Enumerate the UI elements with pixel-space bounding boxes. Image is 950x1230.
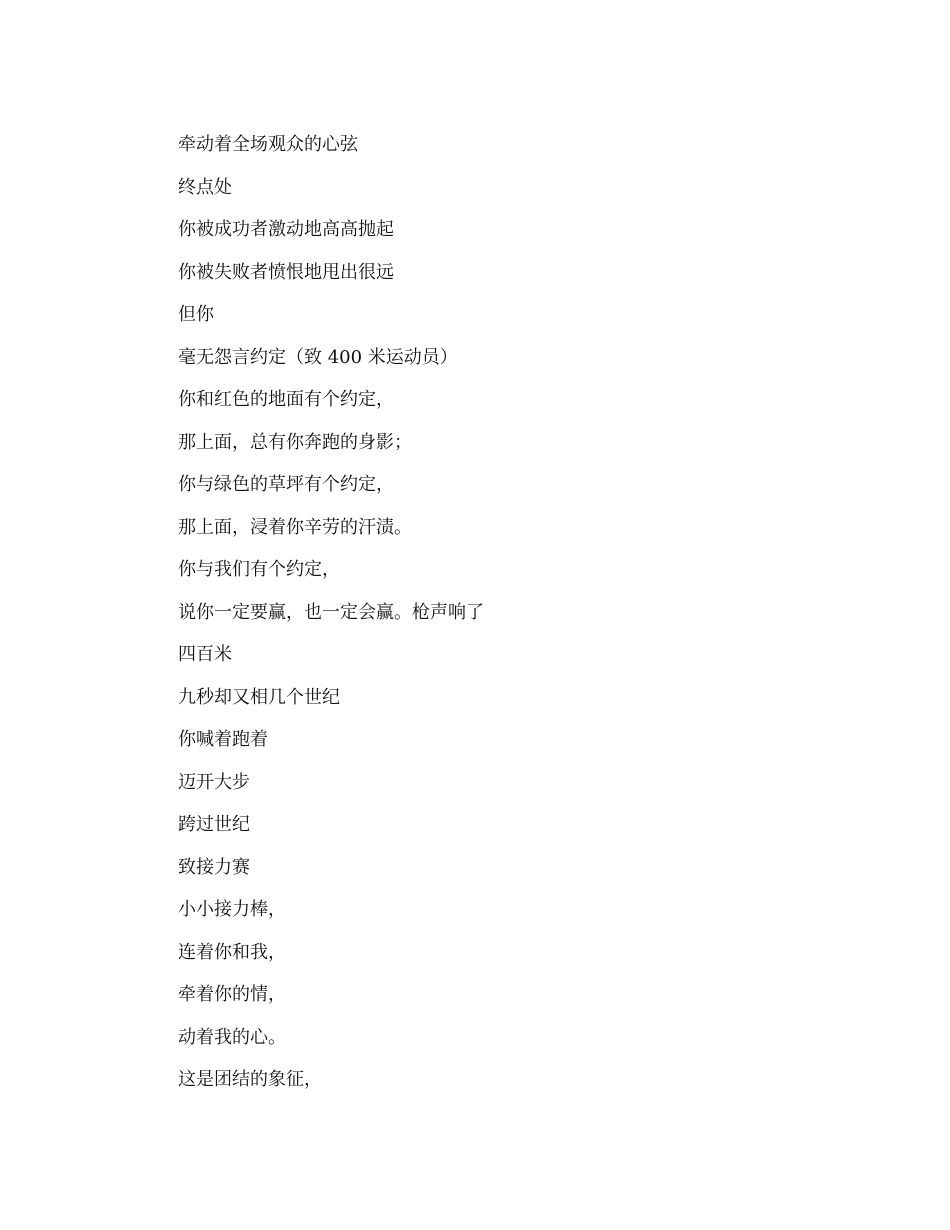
- text-line: 你与绿色的草坪有个约定，: [178, 474, 394, 495]
- text-line: 说你一定要赢，也一定会赢。枪声响了: [178, 601, 484, 623]
- text-line: 那上面，总有你奔跑的身影；: [178, 431, 412, 453]
- text-line: 你被成功者激动地高高抛起: [178, 219, 394, 240]
- text-line: 动着我的心。: [178, 1026, 286, 1048]
- text-line: 跨过世纪: [178, 814, 250, 835]
- text-line: 迈开大步: [178, 771, 250, 793]
- text-line: 你与我们有个约定，: [178, 559, 340, 580]
- text-line: 但你: [178, 304, 214, 325]
- text-line: 连着你和我，: [178, 941, 286, 963]
- text-line: 你喊着跑着: [178, 729, 268, 750]
- text-line: 终点处: [178, 176, 232, 198]
- text-line: 那上面，浸着你辛劳的汗渍。: [178, 516, 412, 538]
- poem-text: [178, 131, 878, 1109]
- text-line: 致接力赛: [178, 856, 250, 878]
- text-line: 毫无怨言约定（致 400 米运动员）: [178, 346, 458, 368]
- text-line: 这是团结的象征，: [178, 1069, 322, 1090]
- text-line: 四百米: [178, 644, 232, 665]
- text-line: 牵动着全场观众的心弦: [178, 134, 358, 155]
- text-line: 牵着你的情，: [178, 984, 286, 1005]
- text-line: 九秒却又相几个世纪: [178, 686, 340, 708]
- text-line: 你被失败者愤恨地甩出很远: [178, 261, 394, 283]
- text-line: 小小接力棒，: [178, 899, 286, 920]
- text-line: 你和红色的地面有个约定，: [178, 389, 394, 410]
